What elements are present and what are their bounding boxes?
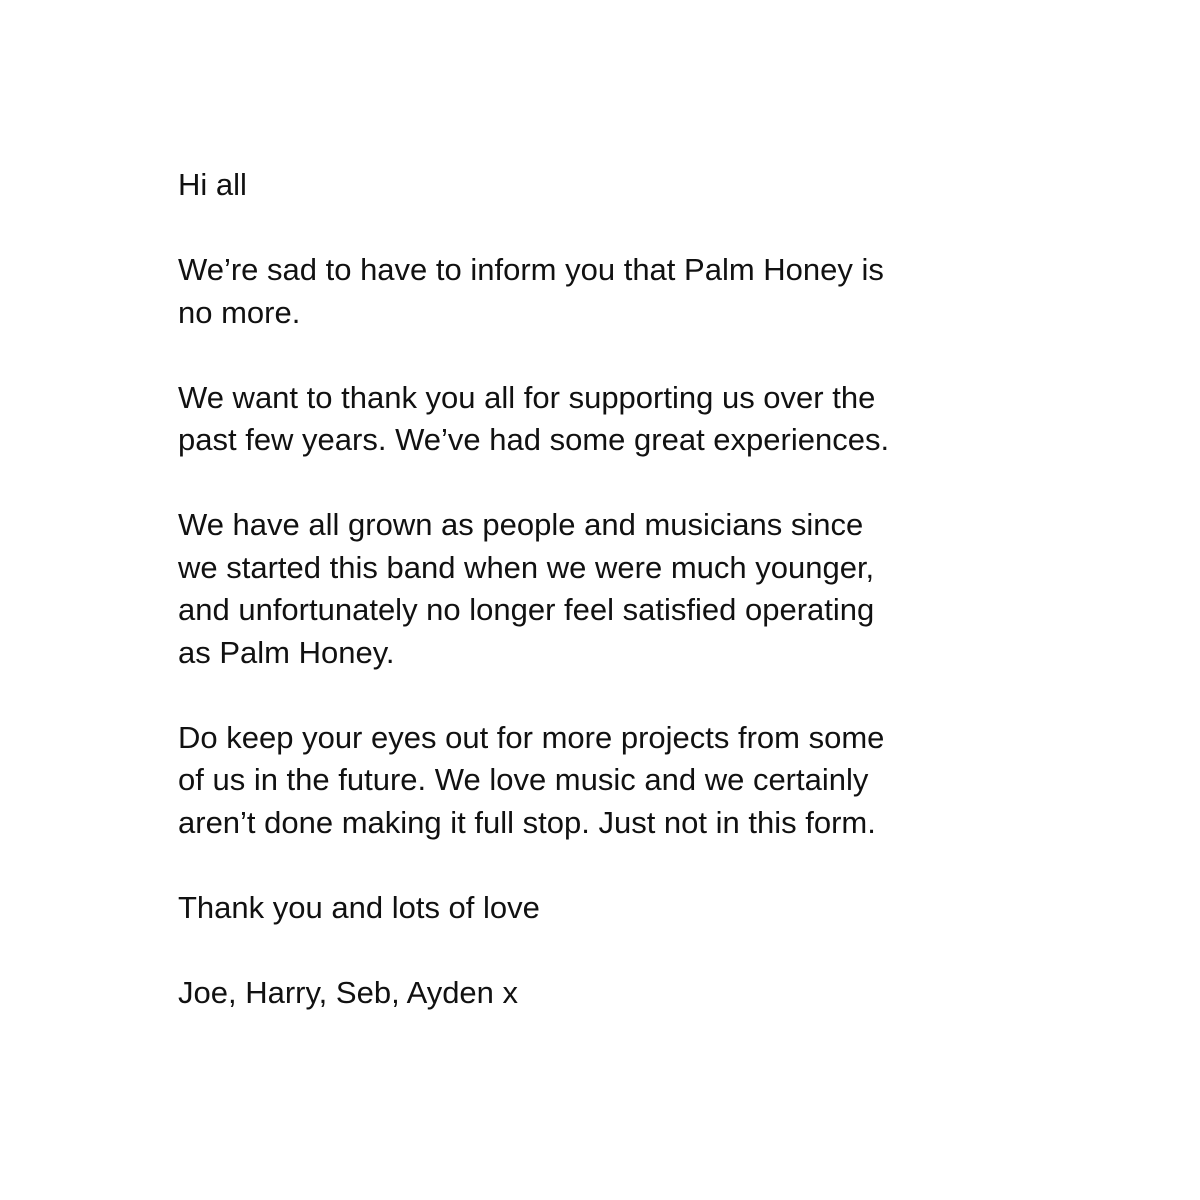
greeting <box>178 164 1138 207</box>
paragraph-line: as Palm Honey. <box>178 634 395 670</box>
paragraph-line: and unfortunately no longer feel satisfied operating <box>178 592 875 627</box>
closing <box>178 887 1138 930</box>
paragraph-line: past few years. We’ve had some great experiences. <box>178 422 890 457</box>
greeting-line: Hi all <box>178 167 247 202</box>
paragraph-line: We have all grown as people and musicians since <box>178 507 864 542</box>
paragraph-growth <box>178 504 1138 674</box>
letter-body <box>178 164 1138 1057</box>
signature-line: Joe, Harry, Seb, Ayden x <box>178 974 519 1010</box>
paragraph-line: aren’t done making it full stop. Just not in this form. <box>178 804 876 840</box>
paragraph-line: we started this band when we were much younger, <box>178 549 875 585</box>
paragraph-line: We’re sad to have to inform you that Palm Honey is <box>178 252 884 287</box>
paragraph-line: of us in the future. We love music and we certainly <box>178 762 869 797</box>
paragraph-announcement <box>178 249 1138 334</box>
signature <box>178 972 1138 1015</box>
paragraph-future <box>178 717 1138 845</box>
paragraph-line: Do keep your eyes out for more projects from some <box>178 719 885 755</box>
paragraph-line: no more. <box>178 294 301 330</box>
closing-line: Thank you and lots of love <box>178 889 540 925</box>
paragraph-thanks <box>178 377 1138 462</box>
paragraph-line: We want to thank you all for supporting us over the <box>178 379 876 415</box>
